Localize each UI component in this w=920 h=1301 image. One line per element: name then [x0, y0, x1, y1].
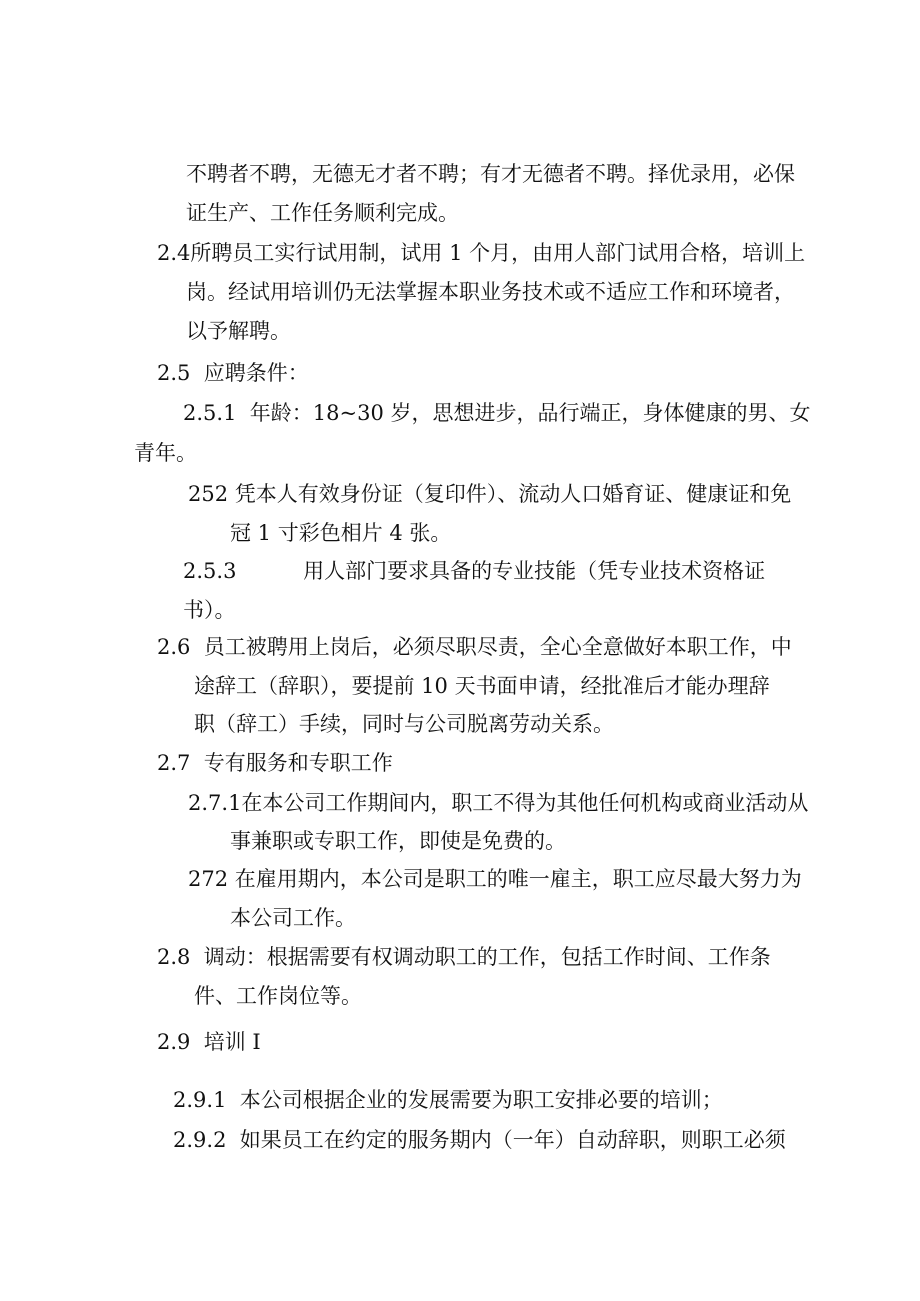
section-heading: 2.7 专有服务和专职工作 [157, 751, 393, 775]
text-line: 岗。经试用培训仍无法掌握本职业务技术或不适应工作和环境者， [186, 280, 795, 304]
text-line: 2.7.1在本公司工作期间内，职工不得为其他任何机构或商业活动从 [188, 791, 809, 815]
text-line: 2.5.3 用人部门要求具备的专业技能（凭专业技术资格证 [183, 559, 766, 583]
text-line: 本公司工作。 [230, 906, 356, 930]
text-line: 252 凭本人有效身份证（复印件）、流动人口婚育证、健康证和免 [188, 482, 792, 506]
text-line: 件、工作岗位等。 [194, 984, 362, 1008]
text-line: 2.4所聘员工实行试用制，试用 1 个月，由用人部门试用合格，培训上 [157, 241, 806, 265]
text-line: 2.5.1 年龄：18~30 岁，思想进步，品行端正，身体健康的男、女 [183, 401, 811, 425]
text-line: 青年。 [134, 441, 197, 465]
text-line: 2.8 调动：根据需要有权调动职工的工作，包括工作时间、工作条 [157, 945, 771, 969]
section-heading: 2.9 培训 I [157, 1030, 261, 1054]
text-line: 2.9.1 本公司根据企业的发展需要为职工安排必要的培训； [173, 1088, 723, 1112]
text-line: 2.6 员工被聘用上岗后，必须尽职尽责，全心全意做好本职工作，中 [157, 635, 792, 659]
text-line: 不聘者不聘，无德无才者不聘；有才无德者不聘。择优录用，必保 [186, 162, 795, 186]
text-line: 证生产、工作任务顺利完成。 [186, 201, 459, 225]
text-line: 272 在雇用期内，本公司是职工的唯一雇主，职工应尽最大努力为 [188, 867, 802, 891]
text-line: 途辞工（辞职），要提前 10 天书面申请，经批准后才能办理辞 [194, 674, 770, 698]
text-line: 2.9.2 如果员工在约定的服务期内（一年）自动辞职，则职工必须 [173, 1128, 786, 1152]
text-line: 以予解聘。 [186, 319, 291, 343]
text-line: 冠 1 寸彩色相片 4 张。 [230, 521, 452, 545]
section-heading: 2.5 应聘条件： [157, 361, 309, 385]
text-line: 书）。 [183, 598, 236, 622]
text-line: 事兼职或专职工作，即使是免费的。 [230, 829, 566, 853]
text-line: 职（辞工）手续，同时与公司脱离劳动关系。 [194, 712, 614, 736]
